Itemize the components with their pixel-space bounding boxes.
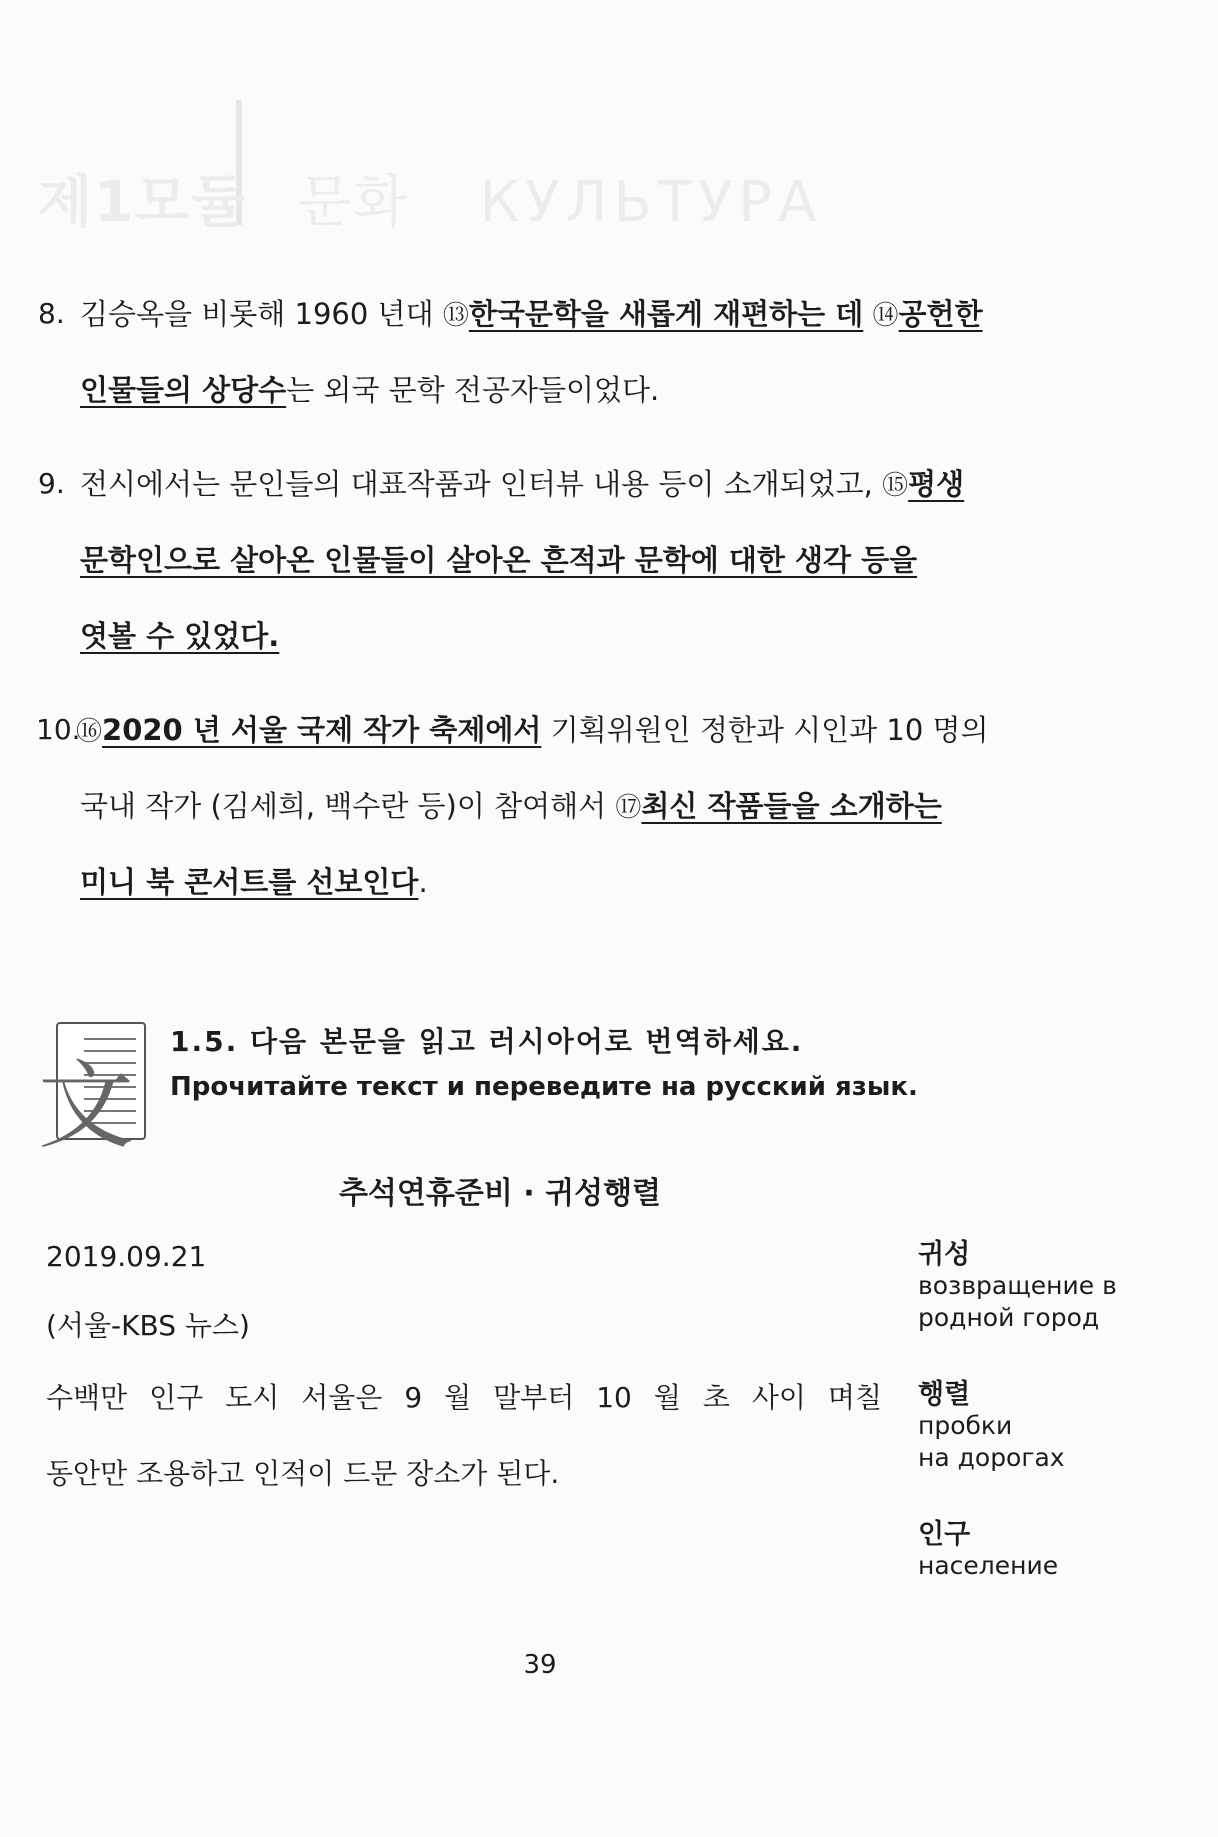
topic-ru: КУЛЬТУРА	[479, 170, 823, 235]
unit-label: 제1모듈	[38, 170, 248, 235]
glossary-def-3a: население	[918, 1551, 1059, 1580]
glossary-term-2: 행렬	[918, 1379, 971, 1410]
item-10-number: 10.	[36, 713, 81, 746]
article-line-2: 동안만 조용하고 인적이 드문 장소가 된다.	[46, 1457, 560, 1490]
item-8-line-2: 인물들의 상당수는 외국 문학 전공자들이었다.	[80, 373, 660, 407]
page-number: 39	[523, 1650, 557, 1680]
glossary-def-1a: возвращение в	[918, 1271, 1117, 1300]
chapter-header	[38, 158, 822, 238]
marker-13: ⑬	[442, 301, 469, 331]
exercise-title: 1.5. 다음 본문을 읽고 러시아어로 번역하세요.	[170, 1025, 804, 1058]
glossary-def-2b: на дорогах	[918, 1443, 1065, 1472]
exercise-instruction-ru: Прочитайте текст и переведите на русский язык.	[170, 1072, 918, 1102]
marker-15: ⑮	[882, 471, 909, 501]
item-9-line-1: 전시에서는 문인들의 대표작품과 인터뷰 내용 등이 소개되었고, ⑮평생	[80, 467, 965, 501]
article-line-1: 수백만 인구 도시 서울은 9 월 말부터 10 월 초 사이 며칠	[46, 1381, 882, 1414]
item-10-line-1: ⑯2020 년 서울 국제 작가 축제에서 기획위원인 정한과 시인과 10 명의	[76, 713, 989, 747]
article-date: 2019.09.21	[46, 1240, 207, 1273]
marker-17: ⑰	[615, 793, 642, 823]
marker-14: ⑭	[872, 301, 899, 331]
article-title: 추석연휴준비 · 귀성행렬	[338, 1176, 662, 1211]
item-10-line-2: 국내 작가 (김세희, 백수란 등)이 참여해서 ⑰최신 작품들을 소개하는	[80, 789, 942, 823]
glossary-term-3: 인구	[918, 1519, 971, 1550]
item-8-number: 8.	[38, 297, 65, 330]
glossary-def-2a: пробки	[918, 1411, 1013, 1440]
item-9-line-2: 문학인으로 살아온 인물들이 살아온 흔적과 문학에 대한 생각 등을	[80, 543, 918, 577]
item-8-line-1: 김승옥을 비롯해 1960 년대 ⑬한국문학을 새롭게 재편하는 데 ⑭공헌한	[80, 297, 983, 331]
item-9-line-3: 엿볼 수 있었다.	[80, 619, 280, 653]
glossary-def-1b: родной город	[918, 1303, 1100, 1332]
item-9-number: 9.	[38, 467, 65, 500]
glossary-term-1: 귀성	[918, 1239, 971, 1270]
topic-ko: 문화	[297, 170, 410, 235]
marker-16: ⑯	[76, 717, 103, 747]
item-10-line-3: 미니 북 콘서트를 선보인다.	[80, 865, 428, 899]
article-source: (서울-KBS 뉴스)	[46, 1309, 250, 1342]
text-translation-icon	[38, 1022, 146, 1162]
wen-glyph-icon: 文	[38, 1050, 134, 1162]
